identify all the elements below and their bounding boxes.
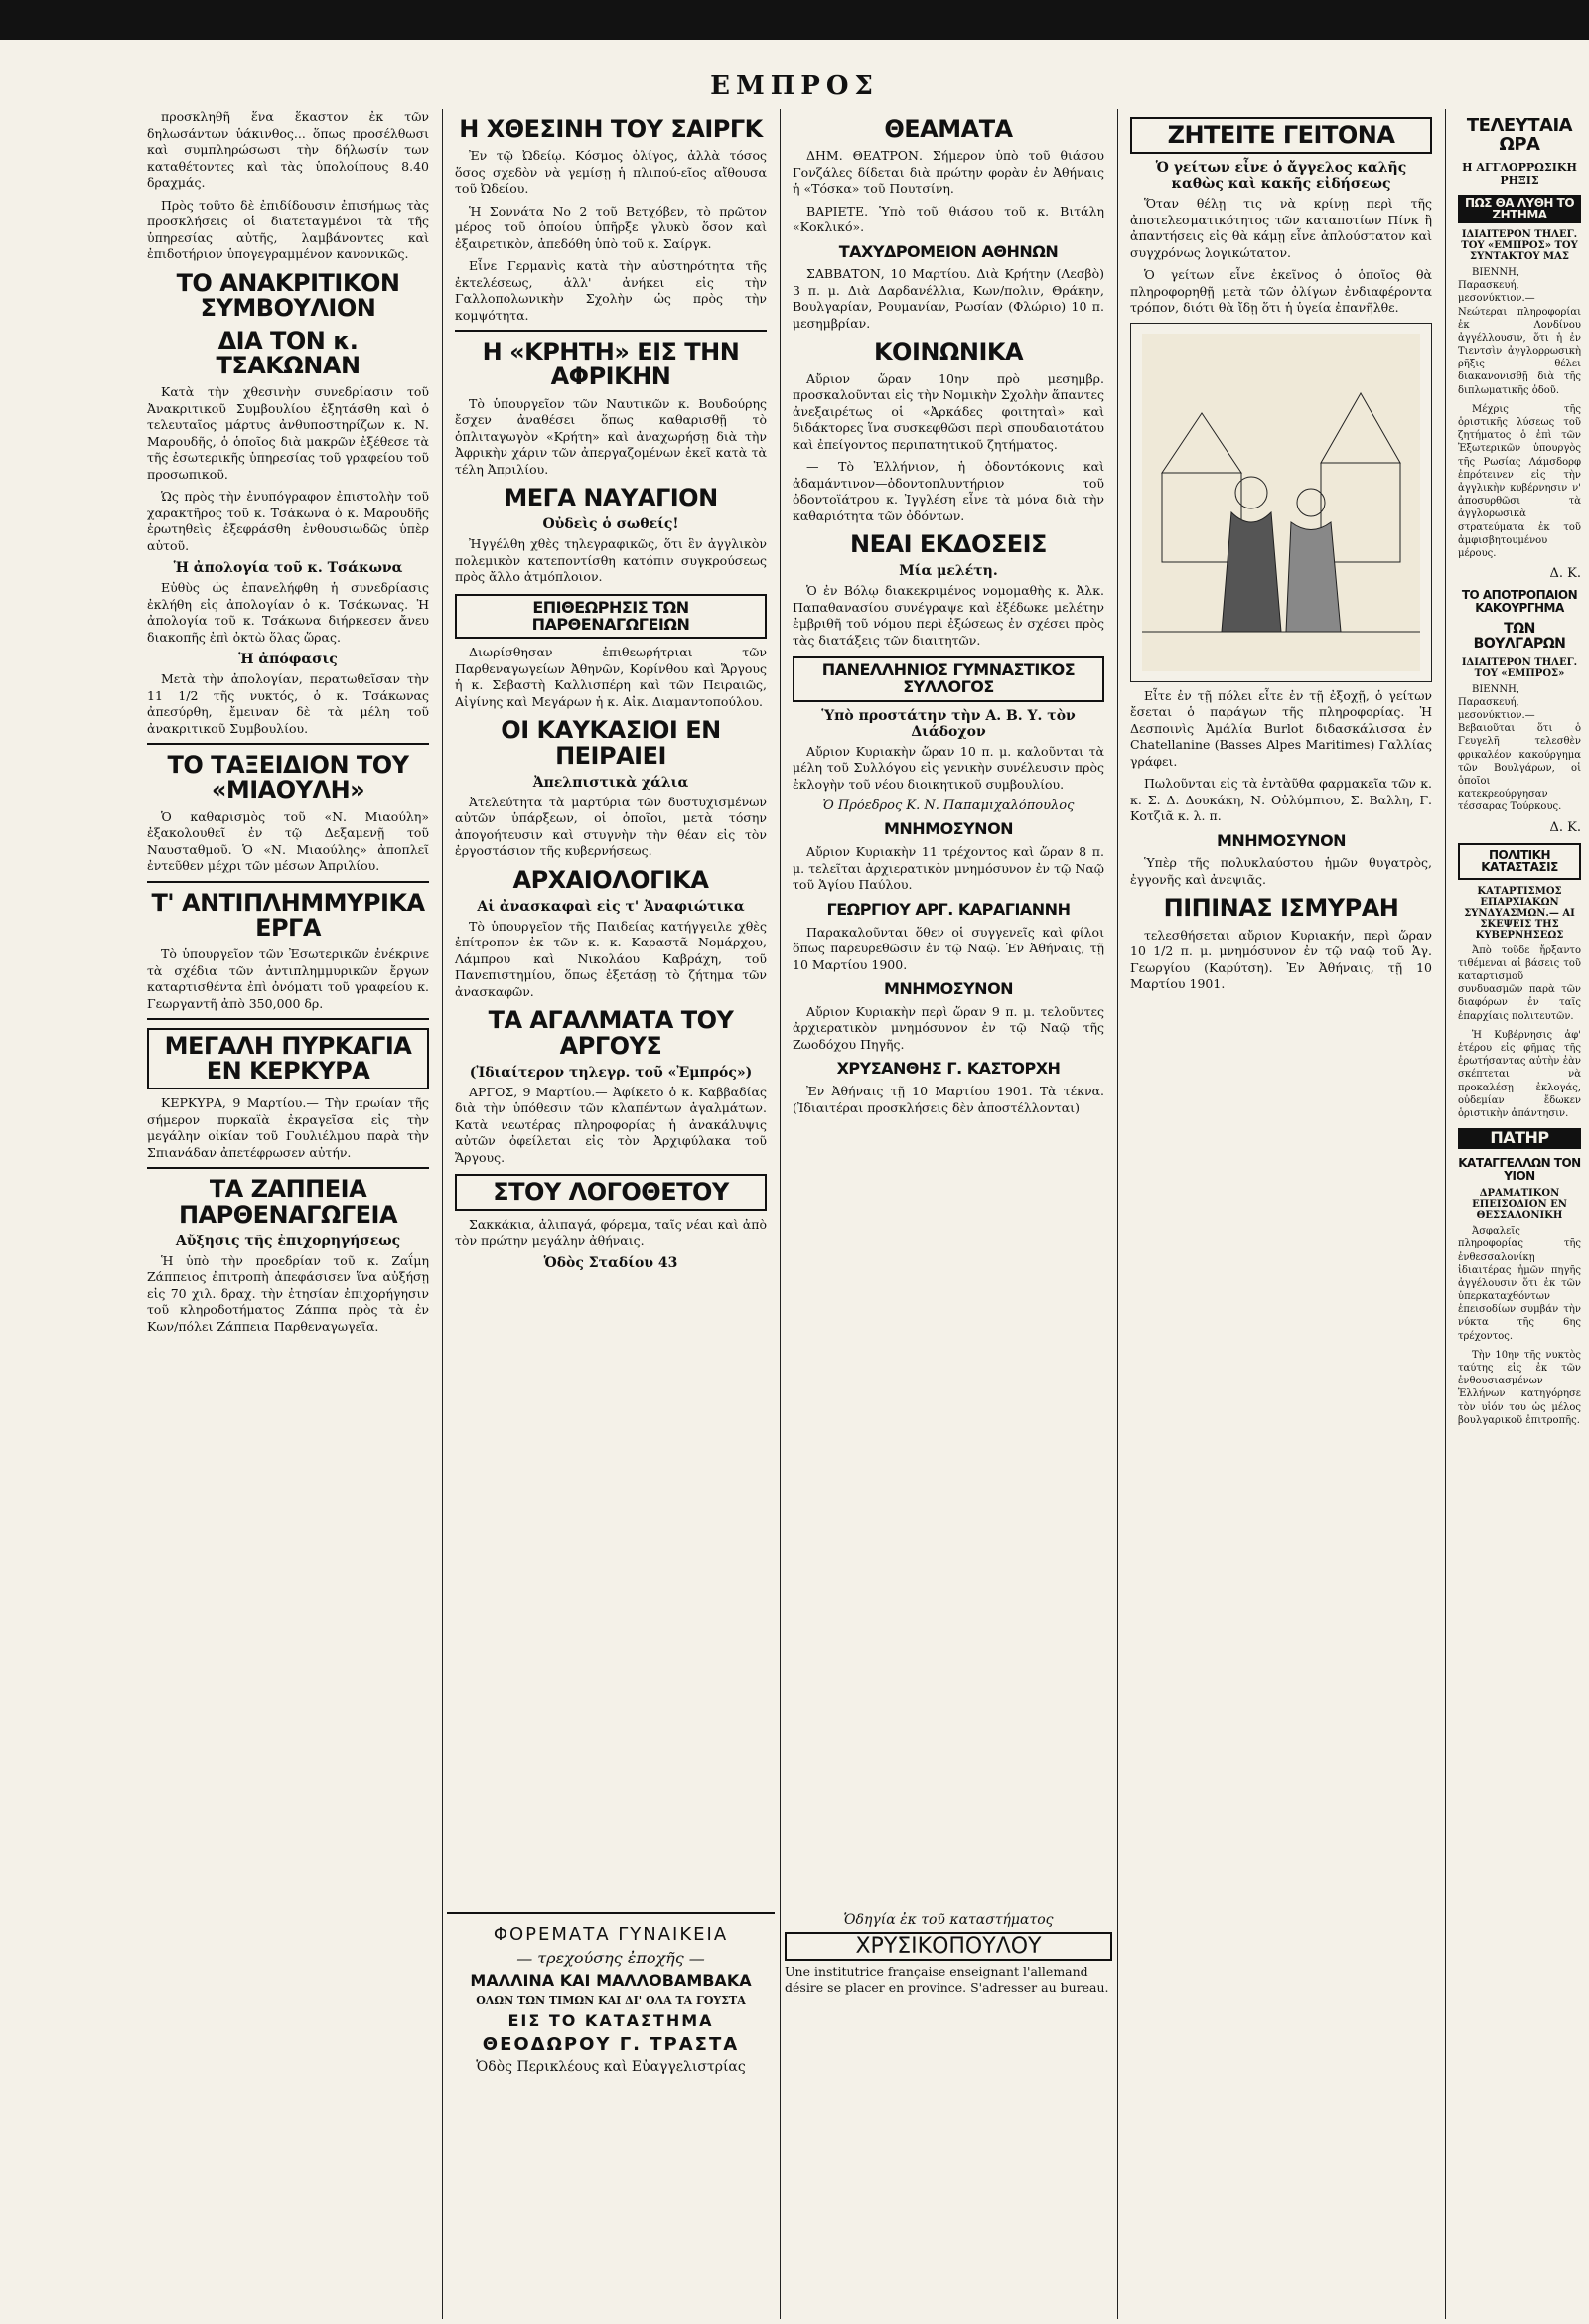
article-text: ΚΕΡΚΥΡΑ, 9 Μαρτίου.— Τὴν πρωίαν τῆς σήμερον πυρκαϊὰ ἐκραγεῖσα εἰς τὴν μεγάλην οἰκίαν τοῦ Γουλιέλμου παρὰ τὴν Σπιανάδαν ἀπετέφρωσεν αὐτήν. [147, 1095, 429, 1160]
subheading: Ἡ ἀπόφασις [238, 652, 338, 668]
article-text: Ὁ καθαρισμὸς τοῦ «Ν. Μιαούλη» ἐξακολουθεῖ ἐν τῷ Δεξαμενῇ τοῦ Ναυσταθμοῦ. Ὁ «Ν. Μιαούλης» ἀποπλεῖ ἐντεῦθεν μέχρι τῶν μέσων Ἀπριλίου. [147, 808, 429, 874]
scan-top-edge [0, 0, 1589, 40]
shop-notice [785, 1912, 1112, 1997]
article-text: ΒΑΡΙΕΤΕ. Ὑπὸ τοῦ θιάσου τοῦ κ. Βιτάλη «Κοκλικό». [793, 203, 1104, 235]
illustration [1130, 323, 1432, 682]
subheading: Ὑπὸ προστάτην τὴν Α. Β. Υ. τὸν Διάδοχον [821, 707, 1076, 740]
article-text: ΒΙΕΝΝΗ, Παρασκευή, μεσονύκτιον.— Νεώτεραι πληροφορίαι ἐκ Λονδίνου ἀγγέλλουσιν, ὅτι ἡ ἐν Τιεντσὶν ἀγγλορρωσικὴ ρῆξις θέλει διακανονισθῇ διὰ τῆς διπλωματικῆς ὁδοῦ. [1458, 266, 1581, 396]
notice-text: Une institutrice française enseignant l'allemand désire se placer en province. S'adresser au bureau. [785, 1964, 1109, 1996]
divider [147, 1018, 429, 1020]
headline: Η ΧΘΕΣΙΝΗ ΤΟΥ ΣΑΙΡΓΚ [459, 115, 763, 143]
subheading: ΚΑΤΑΡΤΙΣΜΟΣ ΕΠΑΡΧΙΑΚΩΝ ΣΥΝΔΥΑΣΜΩΝ.— ΑΙ ΣΚΕΨΕΙΣ ΤΗΣ ΚΥΒΕΡΝΗΣΕΩΣ [1464, 885, 1575, 941]
subheading: ΔΡΑΜΑΤΙΚΟΝ ΕΠΕΙΣΟΔΙΟΝ ΕΝ ΘΕΣΣΑΛΟΝΙΚΗ [1472, 1188, 1567, 1222]
divider [147, 1167, 429, 1169]
divider [455, 330, 767, 332]
headline: ΤΕΛΕΥΤΑΙΑ ΩΡΑ [1466, 115, 1573, 155]
article-text: Εἶνε Γερμανὶς κατὰ τὴν αὐστηρότητα τῆς ἐκτελέσεως, ἀλλ' ἀνήκει εἰς τὴν Γαλλοπολωνικὴν Σχολὴν ὡς πρὸς τὴν κομψότητα. [455, 258, 767, 323]
headline: ΕΠΙΘΕΩΡΗΣΙΣ ΤΩΝ ΠΑΡΘΕΝΑΓΩΓΕΙΩΝ [455, 594, 767, 640]
subheading: Οὐδεὶς ὁ σωθείς! [542, 516, 679, 533]
article-text: — Τὸ Ἑλλήνιον, ἡ ὀδοντόκονις καὶ ἀδαμάντινον—ὀδοντοπλυντήριον τοῦ ὀδοντοϊάτρου κ. Ἰγγλέση εἶνε τὰ μόνα διὰ τὴν καθαριότητα τῶν ὀδόντων. [793, 459, 1104, 523]
subheading: Η ΑΓΓΛΟΡΡΩΣΙΚΗ ΡΗΞΙΣ [1462, 160, 1577, 187]
masthead: ΕΜΠΡΟΣ [710, 72, 879, 101]
subheading: Ἀπελπιστικὰ χάλια [532, 774, 689, 791]
byline: Δ. Κ. [1549, 566, 1581, 582]
article-text: Ἡ Σοννάτα Νο 2 τοῦ Βετχόβεν, τὸ πρῶτον μέρος τοῦ ὁποίου ὑπῆρξε γλυκὺ ὅσον καὶ ἐξαιρετικὸν, ἀπεδόθη ὑπὸ τοῦ κ. Σαίργκ. [455, 203, 767, 251]
ad-line: ΜΑΛΛΙΝΑ ΚΑΙ ΜΑΛΛΟΒΑΜΒΑΚΑ [470, 1971, 752, 1990]
subheading: Αἱ ἀνασκαφαὶ εἰς τ' Ἀναφιώτικα [477, 898, 745, 915]
article-text: Τὸ ὑπουργεῖον τῆς Παιδείας κατήγγειλε χθὲς ἐπίτροπον ἐκ τῶν κ. κ. Καραστᾶ Νομάρχου, Λάμπρου καὶ Νικολάου Καβράχη, τοῦ Πανεπιστημίου, ὅπως ἐξετάσῃ τὸ ζήτημα τῶν ἀνασκαφῶν. [455, 918, 767, 999]
article-text: Τὸ ὑπουργεῖον τῶν Ναυτικῶν κ. Βουδούρης ἔσχεν ἀναθέσει ὅπως καθαρισθῇ τὸ ὁπλιταγωγὸν «Κρήτη» καὶ ἀναχωρήσῃ διὰ τὴν Ἀφρικὴν χάριν τῶν ἀπεργαζομένων ἐκεῖ κατὰ τὰ τέλη Ἀπριλίου. [455, 395, 767, 477]
ad-title: ΦΟΡΕΜΑΤΑ ΓΥΝΑΙΚΕΙΑ [493, 1924, 729, 1945]
article-text: Ἡ Κυβέρνησις ἀφ' ἑτέρου εἰς φῆμας τῆς ἐρωτήσαντας αὐτὴν ἐὰν σκέπτεται νὰ προκαλέσῃ ἐκλογάς, οὐδεμίαν ἔδωκεν ὁριστικὴν ἀπάντησιν. [1458, 1029, 1581, 1119]
ad-shop-name: ΘΕΟΔΩΡΟΥ Γ. ΤΡΑΣΤΑ [482, 2034, 740, 2055]
article-text: Διωρίσθησαν ἐπιθεωρήτριαι τῶν Παρθεναγωγείων Ἀθηνῶν, Κορίνθου καὶ Ἄργους ἡ κ. Σεβαστὴ Καλλισπέρη καὶ τῶν Πειραιῶς, Αἰγίνης καὶ Μεγάρων ἡ κ. Αἰκ. Διαμαντοπούλου. [455, 645, 767, 709]
article-text: Αὔριον Κυριακὴν ὥραν 10 π. μ. καλοῦνται τὰ μέλη τοῦ Συλλόγου εἰς γενικὴν συνέλευσιν πρὸς ἐκλογὴν τοῦ νέου διοικητικοῦ συμβουλίου. [793, 743, 1104, 792]
article-text: Πωλοῦνται εἰς τὰ ἐντὰῦθα φαρμακεῖα τῶν κ. κ. Σ. Δ. Δουκάκη, Ν. Οὐλύμπιου, Σ. Βαλλη, Γ. Κοτζιᾶ κ. λ. π. [1130, 776, 1432, 824]
headline: ΤΑΧΥΔΡΟΜΕΙΟΝ ΑΘΗΝΩΝ [838, 241, 1059, 261]
article-text: Ἀσφαλεῖς πληροφορίας τῆς ἐνθεσσαλονίκῃ ἰδιαιτέρας ἡμῶν πηγῆς ἀγγέλουσιν ὅτι ἐκ τῶν ὑπερκαταχθόντων ἐπεισοδίων συμβάν τὴν νύκτα τῆς 6ης τρέχοντος. [1458, 1226, 1581, 1342]
ad-subtitle: — τρεχούσης ἐποχῆς — [516, 1949, 705, 1967]
subheading: ΙΔΙΑΙΤΕΡΟΝ ΤΗΛΕΓ. ΤΟΥ «ΕΜΠΡΟΣ» ΤΟΥ ΣΥΝΤΑΚΤΟΥ ΜΑΣ [1461, 228, 1578, 262]
article-text: Πρὸς τοῦτο δὲ ἐπιδίδουσιν ἐπισήμως τὰς προσκλήσεις οἱ διατεταγμένοι τὰ τῆς ὑπηρεσίας αὐτῆς, λαμβάνοντες καὶ ἐπιδοτήριον ὑπογεγραμμένον κανονικῶς. [147, 197, 429, 261]
notice-name: ΧΡΥΣΙΚΟΠΟΥΛΟΥ [785, 1932, 1112, 1961]
headline: ΜΕΓΑΛΗ ΠΥΡΚΑΓΙΑ ΕΝ ΚΕΡΚΥΡΑ [147, 1028, 429, 1089]
article-text: προσκληθῆ ἕνα ἕκαστον ἐκ τῶν δηλωσάντων ὑάκινθος... ὅπως προσέλθωσι καὶ συμπληρώσωσι τὴν δήλωσίν των καταθέτοντες καὶ τὰς ὑπολοίπους 8.40 δραχμάς. [147, 109, 429, 190]
article-text: Ἀπὸ τοῦδε ἤρξαντο τιθέμεναι αἱ βάσεις τοῦ καταρτισμοῦ συνδυασμῶν παρὰ τῶν διαφόρων ἐν ταῖς ἐπαρχίαις πολιτευτῶν. [1458, 944, 1581, 1022]
headline: ΠΑΤΗΡ [1458, 1128, 1581, 1149]
subheading: Αὔξησις τῆς ἐπιχορηγήσεως [175, 1233, 401, 1249]
byline: Δ. Κ. [1549, 819, 1581, 835]
article-text: τελεσθήσεται αὔριον Κυριακήν, περὶ ὥραν 10 1/2 π. μ. μνημόσυνον ἐν τῷ ναῷ τοῦ Ἁγ. Γεωργίου (Καρύτση). Ἐν Ἀθήναις, τῇ 10 Μαρτίου 1901. [1130, 927, 1432, 992]
column-rule [442, 109, 443, 2319]
article-text: Ἠγγέλθη χθὲς τηλεγραφικῶς, ὅτι ἓν ἀγγλικὸν πολεμικὸν κατεποντίσθη κατόπιν συγκρούσεως πρὸς ἄλλο ἀτμόπλοιον. [455, 536, 767, 585]
column-5 [1450, 109, 1589, 2319]
article-text: Σακκάκια, ἀλιπαγά, φόρεμα, ταῖς νέαι καὶ ἀπὸ τὸν πρώτην μεγάλην ἀθήναις. [455, 1217, 767, 1248]
column-rule [780, 109, 781, 2319]
article-text: Ἐν Ἀθήναις τῇ 10 Μαρτίου 1901. Τὰ τέκνα. (Ἰδιαιτέραι προσκλήσεις δὲν ἀποστέλλονται) [793, 1084, 1104, 1115]
headline: ΠΟΛΙΤΙΚΗ ΚΑΤΑΣΤΑΣΙΣ [1458, 843, 1581, 880]
headline: ΑΡΧΑΙΟΛΟΓΙΚΑ [512, 865, 709, 894]
article-text: Αὔριον ὥραν 10ην πρὸ μεσημβρ. προσκαλοῦνται εἰς τὴν Νομικὴν Σχολὴν ἅπαντες ἀνεξαιρέτως οἱ «Ἀρκάδες φοιτηταὶ» καὶ διδάκτορες ἵνα συσκεφθῶσι περὶ σπουδαιοτάτου καὶ ἐπείγοντος περιπατητικοῦ ζητήματος. [793, 370, 1104, 452]
article-text: Ὑπὲρ τῆς πολυκλαύστου ἡμῶν θυγατρὸς, ἐγγονῆς καὶ ἀνεψιᾶς. [1130, 855, 1432, 887]
column-rule [1117, 109, 1118, 2319]
headline: ΠΑΝΕΛΛΗΝΙΟΣ ΓΥΜΝΑΣΤΙΚΟΣ ΣΥΛΛΟΓΟΣ [793, 656, 1104, 702]
headline: ΤΟ ΤΑΞΕΙΔΙΟΝ ΤΟΥ «ΜΙΑΟΥΛΗ» [167, 751, 409, 804]
subheading: Ἡ ἀπολογία τοῦ κ. Τσάκωνα [173, 560, 403, 577]
article-text: Εἶτε ἐν τῇ πόλει εἶτε ἐν τῇ ἐξοχῇ, ὁ γείτων ἔσεται ὁ παράγων τῆς πληροφορίας. Ἡ Δεσποινὶς Ἀμάλία Burlot διδασκάλισσα ἐν Chatellanine (Basses Alpes Maritimes) Γαλλίας γράφει. [1130, 687, 1432, 769]
headline: ΓΕΩΡΓΙΟΥ ΑΡΓ. ΚΑΡΑΓΙΑΝΝΗ [826, 899, 1071, 919]
headline: ΚΟΙΝΩΝΙΚΑ [873, 338, 1024, 366]
notice-caption: Ὁδηγία ἐκ τοῦ καταστήματος [843, 1912, 1054, 1928]
article-text: Ἡ ὑπὸ τὴν προεδρίαν τοῦ κ. Ζαΐμη Ζάππειος ἐπιτροπὴ ἀπεφάσισεν ἵνα αὐξήσῃ εἰς 70 χιλ. δραχ. τὴν ἐτησίαν ἐπιχορήγησιν τοῦ κληροδοτήματος Ζάππα πρὸς τὰ ἐν Κων/πόλει Ζάππεια Παρθεναγωγεῖα. [147, 1252, 429, 1334]
article-text: Ὡς πρὸς τὴν ἐνυπόγραφον ἐπιστολὴν τοῦ χαρακτῆρος τοῦ κ. Τσάκωνα ὁ κ. Μαρουδῆς ἐρωτηθεὶς ἐξεφράσθη ἐνθουσιωδῶς ὑπὲρ αὐτοῦ. [147, 489, 429, 553]
subheading: Ὁ γείτων εἶνε ὁ ἄγγελος καλῆς καθὼς καὶ κακῆς εἰδήσεως [1155, 160, 1407, 193]
article-text: Παρακαλοῦνται ὅθεν οἱ συγγενεῖς καὶ φίλοι ὅπως παρευρεθῶσιν ἐν τῷ Ναῷ. Ἐν Ἀθήναις, τῇ 10 Μαρτίου 1900. [793, 924, 1104, 972]
article-text: Εὐθὺς ὡς ἐπανελήφθη ἡ συνεδρίασις ἐκλήθη εἰς ἀπολογίαν ὁ κ. Τσάκωνας. Ἡ ἀπολογία τοῦ κ. Τσάκωνα διήρκεσεν ἄνευ διακοπῆς ἐπὶ ὀκτὼ ὅλας ὥρας. [147, 580, 429, 645]
article-text: ΑΡΓΟΣ, 9 Μαρτίου.— Ἀφίκετο ὁ κ. Καββαδίας διὰ τὴν ὑπόθεσιν τῶν κλαπέντων ἀγαλμάτων. Κατὰ νεωτέρας πληροφορίας ἡ ἀνακάλυψις αὐτῶν ὀφείλεται εἰς τὸν Ἀρχιφύλακα τοῦ Ἄργους. [455, 1084, 767, 1165]
article-text: Ὅταν θέλῃ τις νὰ κρίνῃ περὶ τῆς ἀποτελεσματικότητος τῶν καταποτίων Πίνκ ἢ ἀπαντήσεις εἰς θὰ κάμῃ εἶνε ἀπλούστατον καὶ συγχρόνως λογικώτατον. [1130, 196, 1432, 260]
headline: ΤΟ ΑΝΑΚΡΙΤΙΚΟΝ ΣΥΜΒΟΥΛΙΟΝ [176, 268, 400, 322]
headline: Η «ΚΡΗΤΗ» ΕΙΣ ΤΗΝ ΑΦΡΙΚΗΝ [482, 338, 740, 391]
ad-line: ΕΙΣ ΤΟ ΚΑΤΑΣΤΗΜΑ [507, 2011, 714, 2030]
subheading: Μία μελέτη. [899, 563, 998, 580]
ad-line: ΟΛΩΝ ΤΩΝ ΤΙΜΩΝ ΚΑΙ ΔΙ' ΟΛΑ ΤΑ ΓΟΥΣΤΑ [476, 1994, 746, 2007]
street-scene-illustration [1142, 334, 1420, 671]
article-text: Ὁ γείτων εἶνε ἐκεῖνος ὁ ὁποῖος θὰ πληροφορηθῇ μετὰ τῶν ὀλίγων ἐνδιαφέροντα τρόπον, διότι θὰ ἴδῃ ὅτι ἡ ὑγεία ἐπανῆλθε. [1130, 267, 1432, 316]
article-text: Ὁ ἐν Βόλῳ διακεκριμένος νομομαθὴς κ. Ἀλκ. Παπαθανασίου συνέγραψε καὶ ἐξέδωκε μελέτην ἐμβριθῆ τοῦ νόμου περὶ ἐξώσεως ἐν σχέσει πρὸς τὰς διατάξεις τῶν διαιτητῶν. [793, 583, 1104, 648]
divider [147, 743, 429, 745]
headline: ΤΑ ΑΓΑΛΜΑΤΑ ΤΟΥ ΑΡΓΟΥΣ [488, 1006, 734, 1060]
article-text: ΔΗΜ. ΘΕΑΤΡΟΝ. Σήμερον ὑπὸ τοῦ θιάσου Γονζάλες δίδεται διὰ πρώτην φορὰν ἐν Ἀθήναις ἡ «Τόσκα» τοῦ Πουτσίνη. [793, 148, 1104, 197]
headline: ΠΩΣ ΘΑ ΛΥΘΗ ΤΟ ΖΗΤΗΜΑ [1458, 195, 1581, 223]
headline: ΧΡΥΣΑΝΘΗΣ Γ. ΚΑΣΤΟΡΧΗ [836, 1059, 1061, 1079]
headline: Τ' ΑΝΤΙΠΛΗΜΜΥΡΙΚΑ ΕΡΓΑ [151, 888, 425, 942]
column-1 [139, 109, 437, 2319]
article-text: Τὴν 10ην τῆς νυκτὸς ταύτης εἰς ἐκ τῶν ἐνθουσιασμένων Ἑλλήνων κατηγόρησε τὸν υἱόν του ὡς μέλος βουλγαρικοῦ ἐπιτροπῆς. [1458, 1349, 1581, 1426]
advertisement [447, 1912, 775, 2212]
headline: ΤΩΝ ΒΟΥΛΓΑΡΩΝ [1473, 621, 1566, 652]
article-text: ΒΙΕΝΝΗ, Παρασκευή, μεσονύκτιον.— Βεβαιοῦται ὅτι ὁ Γευγελῆ τελεσθὲν φρικαλέον κακούργημα τῶν Βουλγάρων, οἱ ὁποῖοι κατεκρεούργησαν τέσσαρας Τούρκους. [1458, 683, 1581, 813]
headline: ΜΝΗΜΟΣΥΝΟΝ [883, 819, 1014, 839]
article-text: Ἐν τῷ Ὠδείῳ. Κόσμος ὀλίγος, ἀλλὰ τόσος ὅσος σχεδὸν νὰ γεμίσῃ ἡ πλιπού-εῖος αἴθουσα τοῦ Ὠδείου. [455, 148, 767, 197]
subheading: ΙΔΙΑΙΤΕΡΟΝ ΤΗΛΕΓ. ΤΟΥ «ΕΜΠΡΟΣ» [1461, 656, 1578, 679]
headline: ΤΟ ΑΠΟΤΡΟΠΑΙΟΝ ΚΑΚΟΥΡΓΗΜΑ [1461, 588, 1578, 615]
headline: ΖΗΤΕΙΤΕ ΓΕΙΤΟΝΑ [1130, 117, 1432, 154]
headline: ΤΑ ΖΑΠΠΕΙΑ ΠΑΡΘΕΝΑΓΩΓΕΙΑ [178, 1175, 398, 1229]
column-4 [1122, 109, 1440, 2319]
article-text: Αὔριον Κυριακὴν 11 τρέχοντος καὶ ὥραν 8 π. μ. τελεῖται ἀρχιερατικὸν μνημόσυνον ἐν τῷ Ναῷ τοῦ Ἁγίου Παύλου. [793, 844, 1104, 893]
article-text: Τὸ ὑπουργεῖον τῶν Ἐσωτερικῶν ἐνέκρινε τὰ σχέδια τῶν ἀντιπλημμυρικῶν ἔργων καταρτισθέντα ἐπὶ ὀνόματι τοῦ γραφείου κ. Γεωργαντῆ ἀπὸ 350,000 δρ. [147, 946, 429, 1011]
ad-address: Ὁδὸς Περικλέους καὶ Εὐαγγελιστρίας [476, 2059, 746, 2075]
subheading: (Ἰδιαίτερον τηλεγρ. τοῦ «Ἐμπρός») [469, 1064, 753, 1081]
headline: ΟΙ ΚΑΥΚΑΣΙΟΙ ΕΝ ΠΕΙΡΑΙΕΙ [501, 716, 721, 770]
article-text: Ἀτελεύτητα τὰ μαρτύρια τῶν δυστυχισμένων αὐτῶν ὑπάρξεων, οἱ ὁποῖοι, μετὰ τόσην ἀπογοήτευσιν καὶ στυγνὴν τὴν θέαν εἰς τὸν ἐργοστάσιον τῆς κυβερνήσεως. [455, 794, 767, 859]
headline: ΘΕΑΜΑΤΑ [884, 115, 1013, 143]
headline: ΠΙΠΙΝΑΣ ΙΣΜΥΡΑΗ [1163, 894, 1399, 923]
headline: ΜΝΗΜΟΣΥΝΟΝ [1216, 830, 1347, 850]
article-text: Κατὰ τὴν χθεσινὴν συνεδρίασιν τοῦ Ἀνακριτικοῦ Συμβουλίου ἐξητάσθη καὶ ὁ τελευταῖος μάρτυς ἀνθυποστηρίζων κ. Ν. Μαρουδῆς, ὁ ὁποῖος διὰ μακρῶν ἐξέθεσε τὰ τῆς ἐσωτερικῆς ὑπηρεσίας τοῦ γραφείου τοῦ προσωπικοῦ. [147, 384, 429, 482]
divider [147, 881, 429, 883]
headline: ΜΝΗΜΟΣΥΝΟΝ [883, 979, 1014, 999]
column-rule [1445, 109, 1446, 2319]
article-text: Μέχρις τῆς ὁριστικῆς λύσεως τοῦ ζητήματος ὁ ἐπὶ τῶν Ἐξωτερικῶν ὑπουργὸς τῆς Ρωσίας Λάμσδορφ ἐπρότεινεν εἰς τὴν ἀγγλικὴν κυβέρνησιν ν' ἀποσυρθῶσι τὰ ἀγγλορωσικὰ στρατεύματα ἐκ τοῦ ἀμφισβητουμένου μέρους. [1458, 403, 1581, 559]
headline: ΔΙΑ ΤΟΝ κ. ΤΣΑΚΩΝΑΝ [216, 326, 361, 380]
article-text: ΣΑΒΒΑΤΟΝ, 10 Μαρτίου. Διὰ Κρήτην (Λεσβὸ) 3 π. μ. Διὰ Δαρδανέλλια, Κων/πολιν, Θράκην, Βουλγαρίαν, Ρουμανίαν, Ρωσίαν (Φλώριο) 10 π. μεσημβρίαν. [793, 266, 1104, 331]
headline: ΚΑΤΑΓΓΕΛΛΩΝ ΤΟΝ ΥΙΟΝ [1458, 1155, 1581, 1183]
article-text: Αὔριον Κυριακὴν περὶ ὥραν 9 π. μ. τελοῦντες ἀρχιερατικὸν μνημόσυνον ἐν τῷ Ναῷ τῆς Ζωοδόχου Πηγῆς. [793, 1003, 1104, 1052]
headline: ΜΕΓΑ ΝΑΥΑΓΙΟΝ [504, 484, 718, 512]
headline: ΝΕΑΙ ΕΚΔΟΣΕΙΣ [850, 530, 1047, 559]
article-text: Μετὰ τὴν ἀπολογίαν, περατωθεῖσαν τὴν 11 1/2 τῆς νυκτός, ὁ κ. Τσάκωνας ἀπεσύρθη, ἔμειναν δὲ τὰ μέλη τοῦ ἀνακριτικοῦ Συμβουλίου. [147, 671, 429, 736]
signature: Ὁ Πρόεδρος Κ. Ν. Παπαμιχαλόπουλος [822, 799, 1075, 814]
headline: ΣΤΟΥ ΛΟΓΟΘΕΤΟΥ [455, 1174, 767, 1211]
subheading: Ὁδὸς Σταδίου 43 [543, 1255, 678, 1272]
